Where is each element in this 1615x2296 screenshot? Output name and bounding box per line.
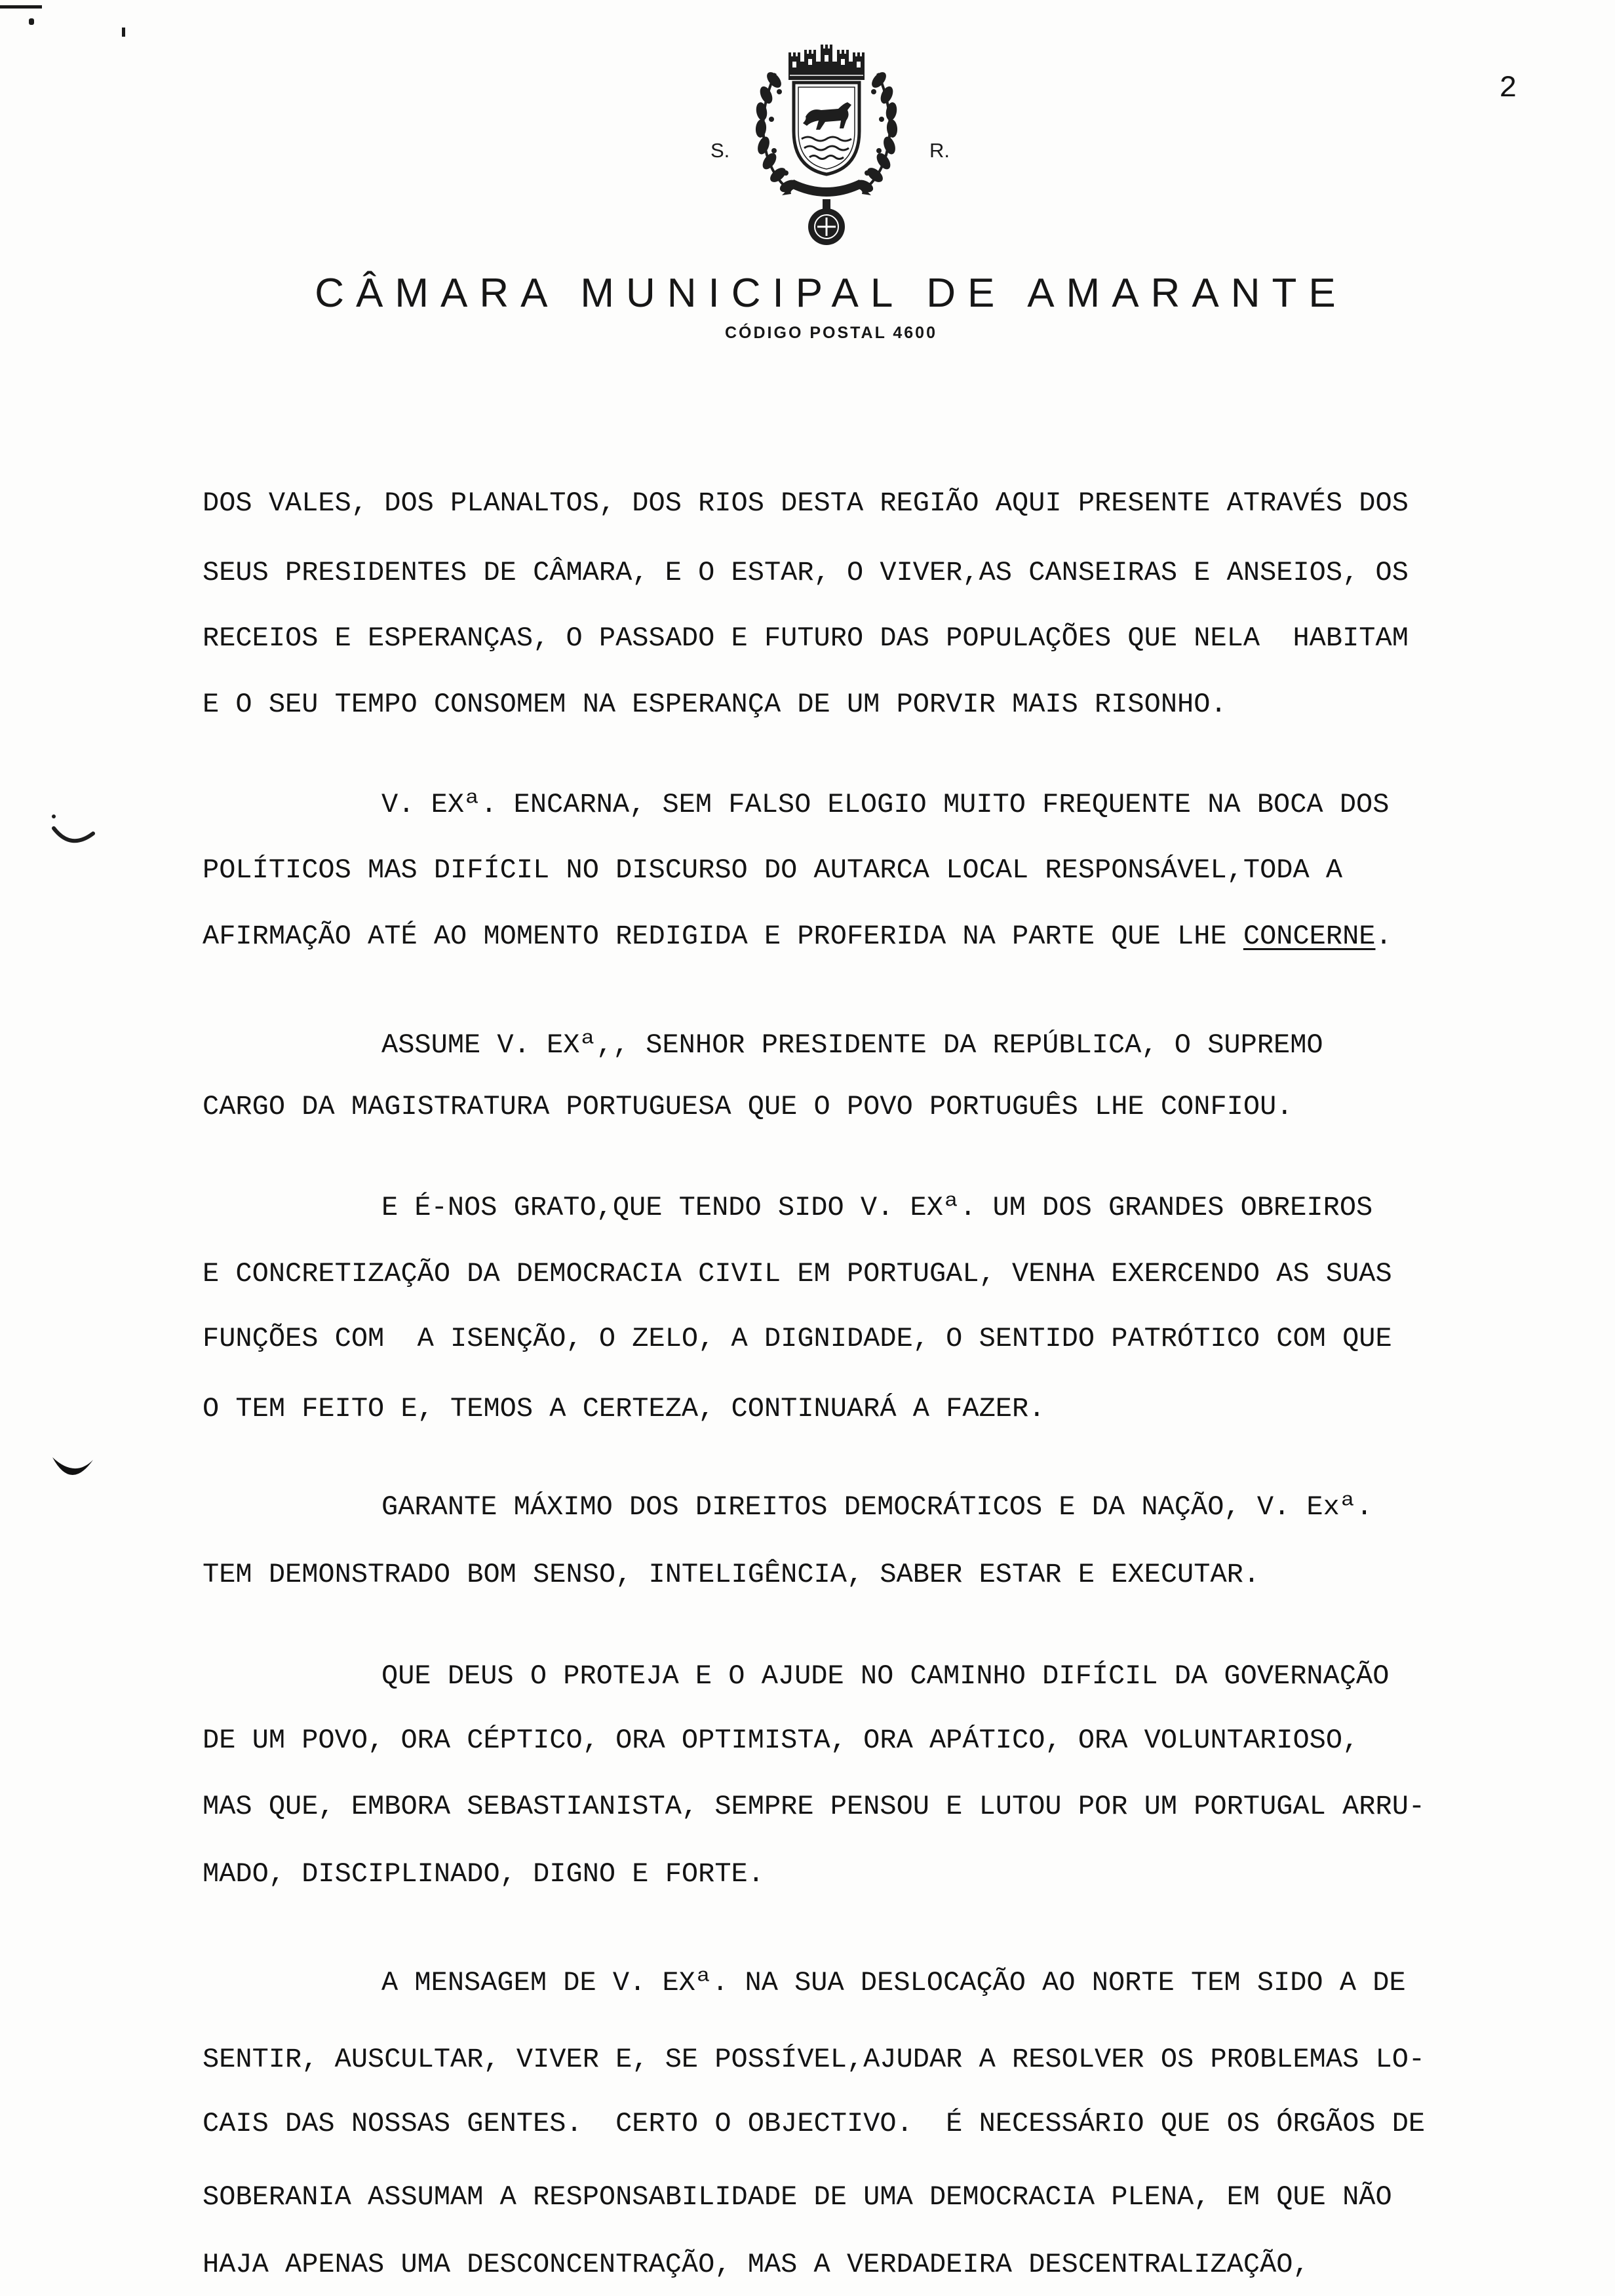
body-line: DE UM POVO, ORA CÉPTICO, ORA OPTIMISTA, ORA APÁTICO, ORA VOLUNTARIOSO, — [203, 1725, 1359, 1756]
body-line: E É-NOS GRATO,QUE TENDO SIDO V. EXª. UM DOS GRANDES OBREIROS — [381, 1192, 1373, 1223]
body-line: CAIS DAS NOSSAS GENTES. CERTO O OBJECTIVO. É NECESSÁRIO QUE OS ÓRGÃOS DE — [203, 2108, 1426, 2139]
body-line: SEUS PRESIDENTES DE CÂMARA, E O ESTAR, O VIVER,AS CANSEIRAS E ANSEIOS, OS — [203, 557, 1409, 588]
body-line: FUNÇÕES COM A ISENÇÃO, O ZELO, A DIGNIDADE, O SENTIDO PATRÓTICO COM QUE — [203, 1323, 1392, 1354]
letterhead-title: CÂMARA MUNICIPAL DE AMARANTE — [315, 271, 1348, 316]
postal-code: CÓDIGO POSTAL 4600 — [725, 324, 937, 342]
body-line — [203, 920, 1392, 953]
body-line: GARANTE MÁXIMO DOS DIREITOS DEMOCRÁTICOS E DA NAÇÃO, V. Exª. — [381, 1491, 1373, 1523]
body-line-text: AFIRMAÇÃO ATÉ AO MOMENTO REDIGIDA E PROFERIDA NA PARTE QUE LHE — [203, 921, 1243, 952]
body-line: O TEM FEITO E, TEMOS A CERTEZA, CONTINUARÁ A FAZER. — [203, 1393, 1045, 1425]
body-line: DOS VALES, DOS PLANALTOS, DOS RIOS DESTA REGIÃO AQUI PRESENTE ATRAVÉS DOS — [203, 488, 1409, 519]
body-line: RECEIOS E ESPERANÇAS, O PASSADO E FUTURO DAS POPULAÇÕES QUE NELA HABITAM — [203, 622, 1409, 654]
scan-mark — [29, 18, 34, 25]
body-line: SENTIR, AUSCULTAR, VIVER E, SE POSSÍVEL,AJUDAR A RESOLVER OS PROBLEMAS LO- — [203, 2044, 1426, 2075]
letterhead-initial-left: S. — [710, 139, 730, 162]
letterhead-initial-right: R. — [929, 139, 950, 162]
body-line-punctuation: . — [1375, 921, 1392, 952]
body-line: MADO, DISCIPLINADO, DIGNO E FORTE. — [203, 1858, 764, 1890]
body-line: POLÍTICOS MAS DIFÍCIL NO DISCURSO DO AUTARCA LOCAL RESPONSÁVEL,TODA A — [203, 854, 1343, 886]
margin-mark — [47, 1440, 100, 1493]
body-line: SOBERANIA ASSUMAM A RESPONSABILIDADE DE UMA DEMOCRACIA PLENA, EM QUE NÃO — [203, 2181, 1392, 2213]
scan-mark — [0, 5, 42, 9]
body-line: E CONCRETIZAÇÃO DA DEMOCRACIA CIVIL EM PORTUGAL, VENHA EXERCENDO AS SUAS — [203, 1258, 1392, 1290]
coat-of-arms-icon — [748, 39, 905, 249]
page-number: 2 — [1499, 71, 1517, 105]
body-line: HAJA APENAS UMA DESCONCENTRAÇÃO, MAS A VERDADEIRA DESCENTRALIZAÇÃO, — [203, 2249, 1310, 2280]
body-line: V. EXª. ENCARNA, SEM FALSO ELOGIO MUITO FREQUENTE NA BOCA DOS — [381, 789, 1390, 820]
body-line: CARGO DA MAGISTRATURA PORTUGUESA QUE O POVO PORTUGUÊS LHE CONFIOU. — [203, 1091, 1293, 1122]
body-line: E O SEU TEMPO CONSOMEM NA ESPERANÇA DE UM PORVIR MAIS RISONHO. — [203, 689, 1227, 720]
body-line: ASSUME V. EXª,, SENHOR PRESIDENTE DA REPÚBLICA, O SUPREMO — [381, 1029, 1323, 1061]
underlined-word: CONCERNE — [1243, 921, 1376, 952]
body-line: QUE DEUS O PROTEJA E O AJUDE NO CAMINHO DIFÍCIL DA GOVERNAÇÃO — [381, 1660, 1390, 1692]
body-line: TEM DEMONSTRADO BOM SENSO, INTELIGÊNCIA, SABER ESTAR E EXECUTAR. — [203, 1559, 1260, 1590]
body-line: A MENSAGEM DE V. EXª. NA SUA DESLOCAÇÃO AO NORTE TEM SIDO A DE — [381, 1967, 1406, 1999]
margin-mark — [47, 807, 100, 860]
body-line: MAS QUE, EMBORA SEBASTIANISTA, SEMPRE PENSOU E LUTOU POR UM PORTUGAL ARRU- — [203, 1791, 1426, 1822]
scan-mark — [122, 28, 125, 37]
